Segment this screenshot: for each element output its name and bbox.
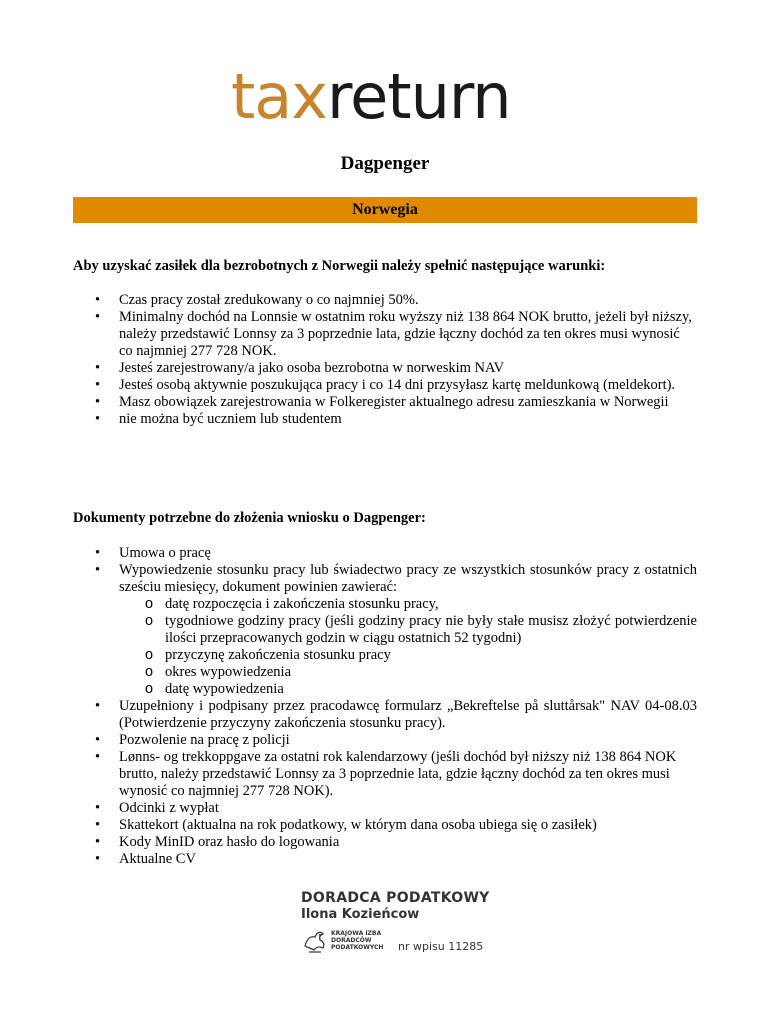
list-item: • Uzupełniony i podpisany przez pracodawcę formularz „Bekreftelse på sluttårsak" NAV 04-08.03 (Potwierdzenie przyczyny zakończenia stosunku pracy). bbox=[73, 698, 697, 732]
conditions-heading: Aby uzyskać zasiłek dla bezrobotnych z Norwegii należy spełnić następujące warunki: bbox=[73, 258, 606, 274]
logo-return-text: return bbox=[327, 60, 511, 133]
list-item: • Jesteś osobą aktywnie poszukująca pracy i co 14 dni przysyłasz kartę meldunkową (meldekort). bbox=[73, 377, 697, 394]
kidp-line: PODATKOWYCH bbox=[331, 944, 384, 951]
tax-advisor-stamp bbox=[301, 890, 551, 960]
list-item-with-sublist bbox=[73, 562, 697, 698]
sub-list-item: o datę rozpoczęcia i zakończenia stosunku pracy, bbox=[119, 596, 697, 613]
sub-list-item: o przyczynę zakończenia stosunku pracy bbox=[119, 647, 697, 664]
taxreturn-logo bbox=[231, 62, 561, 132]
list-item: • Masz obowiązek zarejestrowania w Folkeregister aktualnego adresu zamieszkania w Norwegii bbox=[73, 394, 697, 411]
list-item: • Pozwolenie na pracę z policji bbox=[73, 732, 697, 749]
logo-tax-text: tax bbox=[231, 60, 327, 133]
list-item: • Skattekort (aktualna na rok podatkowy, w którym dana osoba ubiega się o zasiłek) bbox=[73, 817, 697, 834]
conditions-list bbox=[73, 292, 697, 428]
documents-list bbox=[73, 545, 697, 868]
list-item: • nie można być uczniem lub studentem bbox=[73, 411, 697, 428]
list-item: • Odcinki z wypłat bbox=[73, 800, 697, 817]
list-item: • Aktualne CV bbox=[73, 851, 697, 868]
sub-list-item: o okres wypowiedzenia bbox=[119, 664, 697, 681]
sub-list-item: o tygodniowe godziny pracy (jeśli godziny pracy nie były stałe musisz złożyć potwierdzenie ilości przepracowanych godzin w ciągu ostatnich 52 tygodni) bbox=[119, 613, 697, 647]
sub-list bbox=[119, 596, 697, 698]
sub-list-item: o datę wypowiedzenia bbox=[119, 681, 697, 698]
page-title: Dagpenger bbox=[340, 153, 430, 174]
list-item: • Umowa o pracę bbox=[73, 545, 697, 562]
stamp-name: Ilona Kozieńcow bbox=[301, 907, 420, 922]
list-item: • Kody MinID oraz hasło do logowania bbox=[73, 834, 697, 851]
list-item: • Lønns- og trekkoppgave za ostatni rok kalendarzowy (jeśli dochód był niższy niż 138 864 NOK brutto, należy przedstawić Lonnsy za 3 poprzednie lata, gdzie łączny dochód za ten okres musi wynosić co najmniej 277 728 NOK). bbox=[73, 749, 697, 800]
registration-number: nr wpisu 11285 bbox=[398, 940, 484, 953]
list-item: • Czas pracy został zredukowany o co najmniej 50%. bbox=[73, 292, 697, 309]
stamp-title: DORADCA PODATKOWY bbox=[301, 890, 490, 906]
documents-heading: Dokumenty potrzebne do złożenia wniosku o Dagpenger: bbox=[73, 510, 426, 526]
list-item: • Minimalny dochód na Lonnsie w ostatnim roku wyższy niż 138 864 NOK brutto, jeżeli był niższy, należy przedstawić Lonnsy za 3 poprzednie lata, gdzie łączny dochód za ten okres musi wynosić co najmniej 277 728 NOK. bbox=[73, 309, 697, 360]
country-banner: Norwegia bbox=[73, 197, 697, 223]
kidp-line: DORADCÓW bbox=[331, 937, 372, 944]
kidp-line: KRAJOWA IZBA bbox=[331, 930, 382, 937]
list-item: • Jesteś zarejestrowany/a jako osoba bezrobotna w norweskim NAV bbox=[73, 360, 697, 377]
list-item-text: • Wypowiedzenie stosunku pracy lub świadectwo pracy ze wszystkich stosunków pracy z ostatnich sześciu miesięcy, dokument powinien zawierać: bbox=[119, 562, 697, 595]
eagle-emblem-icon bbox=[301, 926, 329, 956]
